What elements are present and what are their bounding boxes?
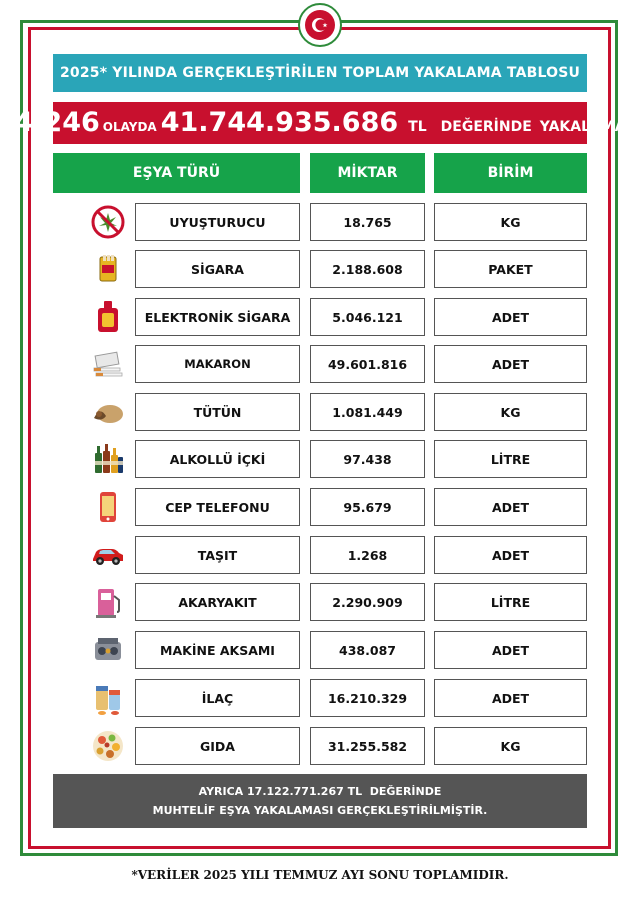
total-value: 41.744.935.686: [160, 107, 399, 138]
ministry-emblem-icon: [298, 3, 342, 47]
incident-word: OLAYDA: [102, 120, 157, 134]
e-cigarette-icon: [90, 299, 126, 335]
incident-count: 4.246: [14, 107, 100, 138]
food-icon: [90, 728, 126, 764]
item-name: MAKARON: [135, 345, 300, 383]
item-quantity: 49.601.816: [310, 345, 425, 383]
engine-parts-icon: [90, 632, 126, 668]
inner-red-frame: [28, 27, 611, 849]
cigarette-pack-icon: [90, 251, 126, 287]
item-name: MAKİNE AKSAMI: [135, 631, 300, 669]
item-quantity: 1.268: [310, 536, 425, 574]
item-unit: ADET: [434, 345, 587, 383]
item-name: CEP TELEFONU: [135, 488, 300, 526]
header-quantity: MİKTAR: [310, 153, 425, 193]
item-name: SİGARA: [135, 250, 300, 288]
mobile-phone-icon: [90, 489, 126, 525]
fuel-pump-icon: [90, 584, 126, 620]
car-icon: [90, 537, 126, 573]
currency: TL: [408, 119, 427, 135]
item-name: İLAÇ: [135, 679, 300, 717]
item-quantity: 2.290.909: [310, 583, 425, 621]
item-unit: PAKET: [434, 250, 587, 288]
item-unit: KG: [434, 727, 587, 765]
item-name: ALKOLLÜ İÇKİ: [135, 440, 300, 478]
tobacco-pouch-icon: [90, 394, 126, 430]
no-drugs-icon: [90, 204, 126, 240]
item-name: ELEKTRONİK SİGARA: [135, 298, 300, 336]
item-unit: ADET: [434, 488, 587, 526]
seizure-word: YAKALAMA: [539, 119, 626, 135]
item-name: TÜTÜN: [135, 393, 300, 431]
footnote: *VERİLER 2025 YILI TEMMUZ AYI SONU TOPLAMIDIR.: [131, 868, 509, 882]
alcohol-bottles-icon: [90, 441, 126, 477]
item-quantity: 438.087: [310, 631, 425, 669]
item-unit: ADET: [434, 298, 587, 336]
item-quantity: 31.255.582: [310, 727, 425, 765]
additional-line-2: MUHTELİF EŞYA YAKALAMASI GERÇEKLEŞTİRİLMİŞTİR.: [152, 804, 488, 817]
item-unit: KG: [434, 393, 587, 431]
header-unit: BİRİM: [434, 153, 587, 193]
item-quantity: 2.188.608: [310, 250, 425, 288]
item-name: AKARYAKIT: [135, 583, 300, 621]
item-name: UYUŞTURUCU: [135, 203, 300, 241]
item-quantity: 18.765: [310, 203, 425, 241]
item-unit: LİTRE: [434, 583, 587, 621]
item-unit: ADET: [434, 679, 587, 717]
page-title: 2025* YILINDA GERÇEKLEŞTİRİLEN TOPLAM YAKALAMA TABLOSU: [53, 54, 587, 92]
item-quantity: 16.210.329: [310, 679, 425, 717]
item-name: TAŞIT: [135, 536, 300, 574]
item-name: GIDA: [135, 727, 300, 765]
item-quantity: 1.081.449: [310, 393, 425, 431]
additional-line-1: AYRICA 17.122.771.267 TL DEĞERİNDE: [198, 785, 442, 798]
item-unit: ADET: [434, 631, 587, 669]
item-quantity: 97.438: [310, 440, 425, 478]
summary-banner: [14, 102, 626, 144]
cigarette-tubes-icon: [90, 346, 126, 382]
header-item-type: EŞYA TÜRÜ: [53, 153, 300, 193]
item-unit: KG: [434, 203, 587, 241]
item-unit: LİTRE: [434, 440, 587, 478]
additional-seizure-note: [53, 774, 587, 828]
item-unit: ADET: [434, 536, 587, 574]
value-word: DEĞERİNDE: [440, 119, 532, 135]
medicine-icon: [90, 680, 126, 716]
item-quantity: 95.679: [310, 488, 425, 526]
item-quantity: 5.046.121: [310, 298, 425, 336]
